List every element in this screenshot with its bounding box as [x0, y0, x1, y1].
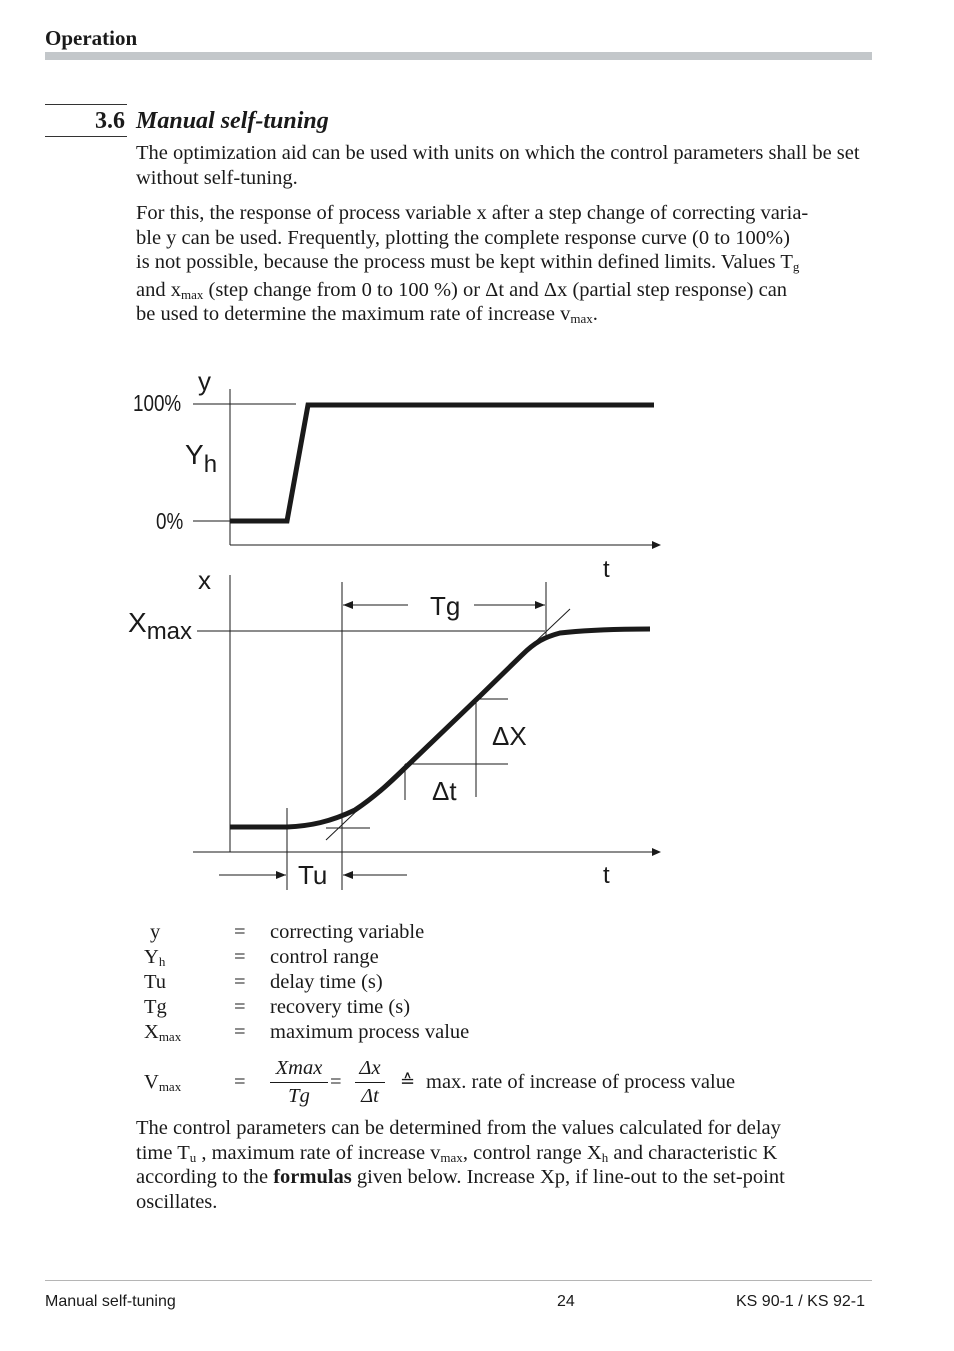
def-symbol-text: y: [150, 921, 161, 943]
def-equals: =: [234, 946, 246, 968]
yh-sub: h: [203, 451, 218, 478]
fraction-numerator: Xmax: [270, 1057, 328, 1083]
tu-arrowhead-right: [343, 871, 353, 879]
def-text: control range: [270, 946, 379, 968]
def-symbol-sub: h: [158, 954, 166, 969]
paragraph-line: [136, 1141, 876, 1166]
footer-rule: [45, 1280, 872, 1281]
bottom-t-label: t: [603, 862, 610, 889]
tu-label: Tu: [298, 860, 328, 890]
def-text: correcting variable: [270, 921, 425, 943]
paragraph-line: oscillates.: [136, 1190, 218, 1213]
delta-t-label: Δt: [432, 776, 457, 806]
subscript: g: [792, 259, 800, 274]
top-axis-label: y: [198, 366, 211, 396]
yh-label: [185, 439, 217, 478]
fraction-xmax-tg: [270, 1057, 328, 1108]
subscript: h: [601, 1149, 609, 1165]
line-text: , maximum rate of increase v: [196, 1141, 441, 1164]
formula-symbol-sub: max: [158, 1079, 182, 1094]
fraction-dx-dt: [355, 1057, 385, 1108]
top-t-label: t: [603, 556, 610, 583]
top-t-axis-arrow: [652, 541, 661, 549]
def-equals: =: [234, 921, 246, 943]
fraction-denominator: Tg: [288, 1085, 310, 1107]
def-text: recovery time (s): [270, 996, 411, 1018]
xmax-label: [128, 607, 192, 645]
fraction-numerator: Δx: [355, 1057, 385, 1083]
paragraph-line: ble y can be used. Frequently, plotting the complete response curve (0 to 100%): [136, 226, 790, 249]
line-text: and characteristic K: [608, 1141, 778, 1164]
line-text: and x: [136, 278, 181, 301]
bottom-axis-label: x: [198, 565, 211, 595]
def-symbol: [144, 996, 167, 1019]
line-text: be used to determine the maximum rate of increase v: [136, 303, 571, 325]
def-equals: =: [234, 996, 246, 1018]
subscript: max: [440, 1149, 463, 1165]
def-symbol: [144, 946, 165, 969]
paragraph-line: [136, 1165, 876, 1190]
def-symbol-sub: max: [158, 1029, 182, 1044]
bottom-t-axis-arrow: [652, 848, 661, 856]
def-symbol-text: Tu: [144, 971, 167, 993]
subscript: max: [180, 286, 204, 302]
line-text: according to the: [136, 1166, 274, 1188]
def-symbol-text: Tg: [144, 996, 167, 1018]
def-text: maximum process value: [270, 1021, 470, 1043]
line-text: given below. Increase Xp, if line-out to the set-point: [351, 1166, 785, 1188]
xmax-main: X: [128, 607, 147, 638]
section-title: Manual self-tuning: [136, 108, 329, 134]
def-symbol: [144, 971, 166, 994]
def-text: delay time (s): [270, 971, 383, 993]
delta-x-label: ΔX: [492, 721, 527, 751]
paragraph-intro: The optimization aid can be used with units on which the control parameters shall be set without self-tuning.: [136, 142, 860, 189]
line-text: , control range X: [462, 1141, 602, 1164]
tg-label: Tg: [430, 591, 461, 621]
label-100-percent: 100%: [133, 391, 182, 417]
tg-arrowhead-right: [535, 601, 545, 609]
label-0-percent: 0%: [156, 509, 184, 535]
subscript: max: [570, 311, 593, 326]
line-text: is not possible, because the process must be kept within defined limits. Values T: [136, 251, 793, 273]
paragraph-line: The control parameters can be determined from the values calculated for delay: [136, 1117, 781, 1139]
footer-page-number: 24: [557, 1293, 575, 1310]
def-symbol-text: X: [144, 1021, 159, 1043]
paragraph-conclusion: [136, 1116, 876, 1214]
yh-main: Y: [185, 439, 204, 470]
corresponds-symbol: ≙: [400, 1071, 416, 1091]
formula-text: max. rate of increase of process value: [426, 1071, 736, 1093]
footer-right: KS 90-1 / KS 92-1: [736, 1293, 865, 1310]
header-section-label: Operation: [45, 26, 138, 50]
step-curve: [230, 405, 654, 521]
formula-symbol-text: V: [144, 1071, 159, 1093]
line-text: (step change from 0 to 100 %) or Δt and Δx (partial step response) can: [203, 278, 788, 301]
line-text: .: [592, 303, 598, 325]
footer-left: Manual self-tuning: [45, 1293, 176, 1310]
tu-arrowhead-left: [276, 871, 286, 879]
def-symbol: [150, 921, 160, 944]
formula-equals-2: =: [330, 1071, 342, 1093]
tg-arrowhead-left: [343, 601, 353, 609]
line-text: time T: [136, 1141, 190, 1164]
fraction-denominator: Δt: [361, 1085, 379, 1107]
xmax-sub: max: [146, 618, 193, 645]
section-number: 3.6: [95, 108, 125, 134]
def-symbol-text: Y: [144, 946, 159, 968]
paragraph-line: For this, the response of process variable x after a step change of correcting varia-: [136, 202, 809, 224]
subscript: u: [189, 1149, 197, 1165]
formula-symbol: [144, 1071, 181, 1094]
def-equals: =: [234, 971, 246, 993]
def-symbol: [144, 1021, 181, 1044]
def-equals: =: [234, 1021, 246, 1043]
formula-equals: =: [234, 1071, 246, 1093]
bold-text: formulas: [273, 1166, 352, 1188]
